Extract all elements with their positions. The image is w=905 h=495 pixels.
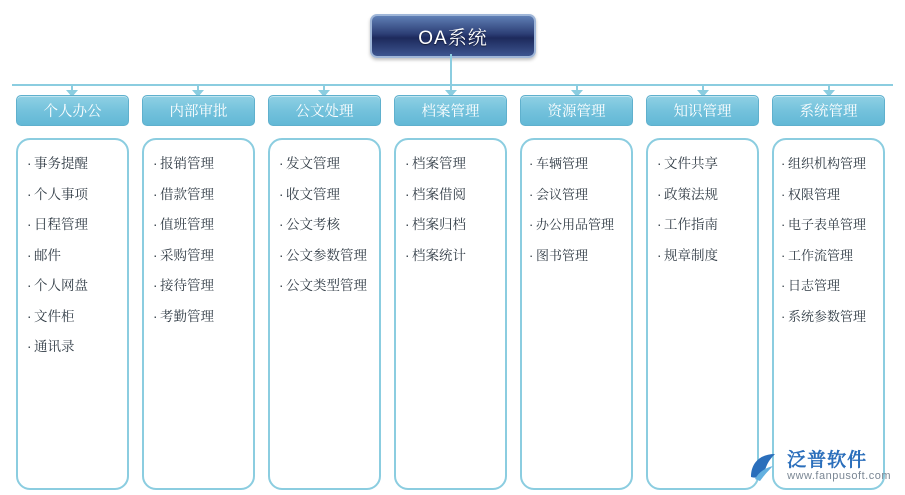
bullet-icon: · (153, 156, 158, 171)
list-item[interactable] (153, 248, 247, 263)
list-item[interactable] (657, 187, 751, 202)
bullet-icon: · (279, 156, 284, 171)
bullet-icon: · (657, 156, 662, 171)
list-item-label: 事务提醒 (34, 156, 88, 171)
list-item-label: 借款管理 (160, 186, 214, 202)
column-system-management (772, 95, 885, 495)
bullet-icon: · (529, 186, 534, 202)
list-item[interactable] (153, 309, 247, 324)
list-item-label: 值班管理 (160, 217, 214, 232)
list-item[interactable] (153, 217, 247, 232)
column-header-label: 内部审批 (169, 104, 228, 120)
list-item[interactable] (27, 248, 121, 263)
bullet-icon: · (781, 308, 786, 324)
list-item[interactable] (657, 217, 751, 232)
list-item[interactable] (781, 156, 877, 171)
column-body-internal-approval (142, 138, 255, 490)
list-item[interactable] (657, 248, 751, 263)
column-body-personal-office (16, 138, 129, 490)
list-item[interactable] (405, 248, 499, 263)
list-item[interactable] (153, 187, 247, 202)
diagram-title-node (370, 14, 536, 58)
column-header-label: 档案管理 (421, 104, 480, 120)
bullet-icon: · (529, 156, 534, 171)
list-item-label: 通讯录 (34, 339, 75, 354)
bullet-icon: · (279, 217, 284, 232)
list-item-label: 档案统计 (412, 247, 466, 263)
list-item[interactable] (27, 278, 121, 293)
diagram-title-label: OA系统 (418, 27, 488, 49)
list-item-label: 组织机构管理 (788, 156, 867, 171)
list-item-label: 日志管理 (788, 278, 841, 293)
list-item-label: 规章制度 (664, 247, 718, 263)
list-item[interactable] (27, 339, 121, 354)
list-item-label: 考勤管理 (160, 308, 214, 324)
logo-text-block (787, 451, 891, 482)
category-columns (0, 95, 905, 495)
list-item-label: 接待管理 (160, 278, 214, 293)
list-item[interactable] (153, 156, 247, 171)
bullet-icon: · (657, 217, 662, 232)
bullet-icon: · (657, 247, 662, 263)
bullet-icon: · (405, 247, 410, 263)
list-item-label: 个人网盘 (34, 278, 88, 293)
bullet-icon: · (27, 156, 32, 171)
list-item-label: 车辆管理 (536, 156, 589, 171)
column-header-label: 个人办公 (43, 104, 102, 120)
list-item-label: 会议管理 (536, 186, 589, 202)
column-header-system-management[interactable] (772, 95, 885, 126)
list-item[interactable] (781, 309, 877, 324)
list-item-label: 权限管理 (788, 186, 841, 202)
list-item-label: 档案借阅 (412, 186, 466, 202)
bullet-icon: · (781, 186, 786, 202)
bullet-icon: · (781, 278, 786, 293)
list-item-label: 文件柜 (34, 308, 75, 324)
column-body-archive-management (394, 138, 507, 490)
list-item-label: 个人事项 (34, 186, 88, 202)
logo-website-url: www.fanpusoft.com (787, 470, 891, 483)
column-body-knowledge-management (646, 138, 759, 490)
list-item-label: 档案管理 (412, 156, 466, 171)
list-item-label: 图书管理 (536, 247, 589, 263)
column-header-internal-approval[interactable] (142, 95, 255, 126)
bullet-icon: · (27, 217, 32, 232)
bullet-icon: · (405, 217, 410, 232)
list-item-label: 采购管理 (160, 247, 214, 263)
bullet-icon: · (405, 156, 410, 171)
bullet-icon: · (781, 156, 786, 171)
bullet-icon: · (781, 217, 786, 232)
list-item-label: 工作指南 (664, 217, 718, 232)
list-item[interactable] (781, 217, 877, 232)
list-item-label: 日程管理 (34, 217, 88, 232)
list-item[interactable] (529, 187, 625, 202)
bullet-icon: · (279, 186, 284, 202)
list-item[interactable] (279, 187, 373, 202)
bullet-icon: · (279, 278, 284, 293)
list-item-label: 工作流管理 (788, 247, 854, 263)
list-item[interactable] (279, 248, 373, 263)
bullet-icon: · (153, 247, 158, 263)
list-item-label: 公文类型管理 (286, 278, 367, 293)
list-item[interactable] (529, 217, 625, 232)
column-header-label: 公文处理 (295, 104, 354, 120)
list-item[interactable] (27, 156, 121, 171)
column-header-label: 知识管理 (673, 104, 732, 120)
list-item-label: 邮件 (34, 247, 61, 263)
list-item[interactable] (405, 156, 499, 171)
list-item[interactable] (529, 248, 625, 263)
bullet-icon: · (27, 247, 32, 263)
column-header-archive-management[interactable] (394, 95, 507, 126)
list-item[interactable] (405, 187, 499, 202)
list-item[interactable] (529, 156, 625, 171)
list-item[interactable] (279, 278, 373, 293)
column-body-document-processing (268, 138, 381, 490)
fanpu-logo-icon (747, 450, 781, 484)
bullet-icon: · (27, 339, 32, 354)
vendor-logo (747, 450, 891, 484)
list-item-label: 收文管理 (286, 186, 340, 202)
bullet-icon: · (27, 278, 32, 293)
bullet-icon: · (27, 186, 32, 202)
list-item-label: 发文管理 (286, 156, 340, 171)
bullet-icon: · (529, 217, 534, 232)
column-header-document-processing[interactable] (268, 95, 381, 126)
column-header-resource-management[interactable] (520, 95, 633, 126)
bullet-icon: · (405, 186, 410, 202)
column-body-resource-management (520, 138, 633, 490)
column-header-label: 系统管理 (799, 104, 858, 120)
list-item[interactable] (781, 248, 877, 263)
column-personal-office (16, 95, 129, 495)
list-item-label: 电子表单管理 (788, 217, 867, 232)
list-item[interactable] (27, 217, 121, 232)
bullet-icon: · (153, 308, 158, 324)
bullet-icon: · (153, 278, 158, 293)
list-item[interactable] (781, 278, 877, 293)
column-archive-management (394, 95, 507, 495)
column-resource-management (520, 95, 633, 495)
list-item-label: 办公用品管理 (536, 217, 615, 232)
bullet-icon: · (153, 186, 158, 202)
bullet-icon: · (279, 247, 284, 263)
list-item-label: 政策法规 (664, 186, 718, 202)
list-item[interactable] (27, 187, 121, 202)
list-item[interactable] (27, 309, 121, 324)
column-document-processing (268, 95, 381, 495)
column-header-label: 资源管理 (547, 104, 606, 120)
list-item-label: 系统参数管理 (788, 308, 867, 324)
list-item-label: 报销管理 (160, 156, 214, 171)
list-item[interactable] (781, 187, 877, 202)
list-item[interactable] (657, 156, 751, 171)
list-item[interactable] (153, 278, 247, 293)
list-item-label: 档案归档 (412, 217, 466, 232)
column-knowledge-management (646, 95, 759, 495)
column-internal-approval (142, 95, 255, 495)
logo-company-name: 泛普软件 (787, 450, 868, 472)
bullet-icon: · (781, 247, 786, 263)
column-body-system-management (772, 138, 885, 490)
column-header-knowledge-management[interactable] (646, 95, 759, 126)
list-item-label: 文件共享 (664, 156, 718, 171)
bullet-icon: · (27, 308, 32, 324)
list-item[interactable] (405, 217, 499, 232)
bullet-icon: · (529, 247, 534, 263)
bullet-icon: · (657, 186, 662, 202)
list-item[interactable] (279, 156, 373, 171)
list-item-label: 公文参数管理 (286, 247, 367, 263)
bullet-icon: · (153, 217, 158, 232)
column-header-personal-office[interactable] (16, 95, 129, 126)
list-item[interactable] (279, 217, 373, 232)
list-item-label: 公文考核 (286, 217, 340, 232)
